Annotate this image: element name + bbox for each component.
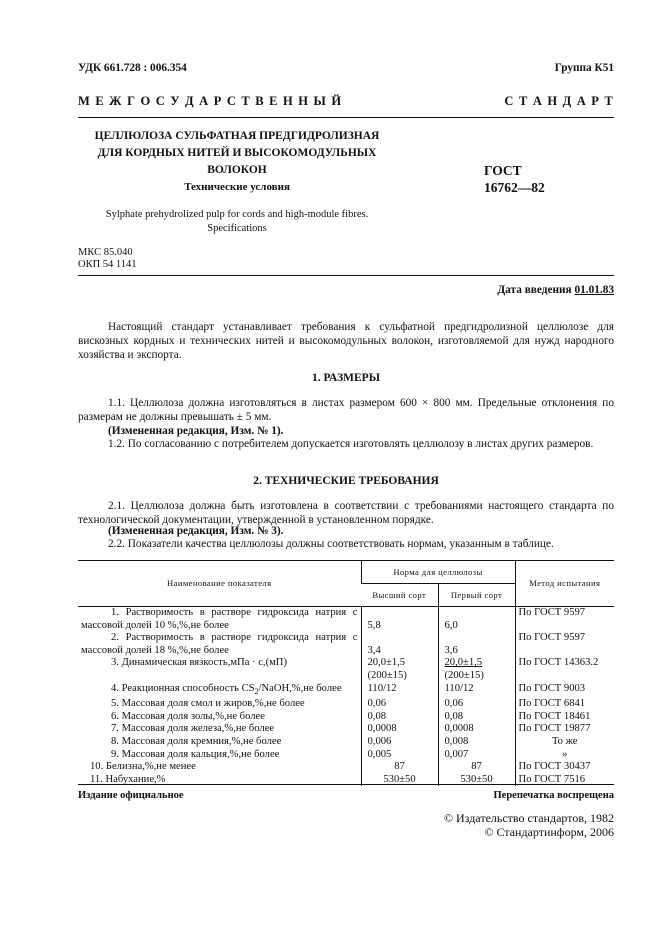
col-header-norm: Норма для целлюлозы — [361, 561, 515, 584]
english-title — [78, 208, 396, 236]
table-row: 7. Массовая доля железа,%,не более 0,0008 0,0008 По ГОСТ 19877 — [78, 723, 614, 736]
intro-date-value: 01.01.83 — [574, 284, 614, 296]
codes-rule — [78, 275, 614, 276]
document-title — [78, 128, 396, 179]
header-rule — [78, 117, 614, 118]
standard-word-2: С Т А Н Д А Р Т — [504, 94, 614, 108]
standard-word-1: М Е Ж Г О С У Д А Р С Т В Е Н Н Ы Й — [78, 94, 343, 108]
okp-code: ОКП 54 1141 — [78, 259, 137, 270]
col-header-first-grade: Первый сорт — [438, 584, 515, 607]
gost-label: ГОСТ — [484, 163, 522, 178]
section-1-p1: 1.1. Целлюлоза должна изготовляться в листах размером 600 × 800 мм. Предельные отклонения по размерам не должны превышать ± 5 мм. — [78, 397, 614, 423]
intro-date — [420, 284, 614, 296]
udk-code: УДК 661.728 : 006.354 — [78, 62, 187, 74]
section-1-p2: 1.2. По согласованию с потребителем допускается изготовлять целлюлозу в листах других размеров. — [108, 438, 594, 450]
table-row: 10. Белизна,%,не менее 87 87 По ГОСТ 30437 — [78, 761, 614, 774]
english-title-line-2: Specifications — [207, 223, 267, 234]
official-edition: Издание официальное — [78, 790, 184, 801]
title-line-1: ЦЕЛЛЮЛОЗА СУЛЬФАТНАЯ ПРЕДГИДРОЛИЗНАЯ — [94, 130, 380, 142]
copyright-block — [360, 811, 614, 839]
col-header-name: Наименование показателя — [78, 561, 361, 607]
classification-codes — [78, 247, 137, 271]
copyright-1: © Издательство стандартов, 1982 — [443, 811, 614, 825]
intro-paragraph: Настоящий стандарт устанавливает требования к сульфатной предгидролизной целлюлозе для вискозных кордных и технических нитей и высокомодульных волокон, изготовляемой для нужд народного хозяйства и экспорта. — [78, 321, 614, 361]
gost-designation — [484, 162, 545, 196]
col-header-method: Метод испытания — [515, 561, 614, 607]
title-line-3: ВОЛОКОН — [207, 164, 267, 176]
copyright-2: © Стандартинформ, 2006 — [484, 825, 614, 839]
english-title-line-1: Sylphate prehydrolized pulp for cords and high-module fibres. — [105, 209, 369, 220]
section-1-note: (Измененная редакция, Изм. № 1). — [108, 425, 284, 437]
table-row: 9. Массовая доля кальция,%,не более 0,005 0,007 » — [78, 749, 614, 762]
section-2-title: 2. ТЕХНИЧЕСКИЕ ТРЕБОВАНИЯ — [253, 475, 439, 487]
intro-date-label: Дата введения — [497, 284, 572, 296]
group-code: Группа К51 — [554, 62, 614, 74]
col-header-top-grade: Высший сорт — [361, 584, 438, 607]
footer-rule — [78, 784, 614, 785]
section-1-title: 1. РАЗМЕРЫ — [312, 372, 380, 384]
table-row: 5. Массовая доля смол и жиров,%,не более 0,06 0,06 По ГОСТ 6841 — [78, 698, 614, 711]
section-2-p1: 2.1. Целлюлоза должна быть изготовлена в соответствии с требованиями настоящего стандарта по технологической документации, утвержденной в установленном порядке. — [78, 500, 614, 526]
gost-number: 16762—82 — [484, 180, 545, 195]
table-row: 11. Набухание,% 530±50 530±50 По ГОСТ 7516 — [78, 774, 614, 787]
table-row: 1. Растворимость в растворе гидроксида натрия с массовой долей 10 %,%,не более 5,8 6,0 По ГОСТ 9597 — [78, 607, 614, 633]
reprint-notice: Перепечатка воспрещена — [493, 790, 614, 801]
quality-table — [78, 561, 614, 786]
title-subtitle: Технические условия — [184, 181, 290, 193]
table-row: 6. Массовая доля золы,%,не более 0,08 0,08 По ГОСТ 18461 — [78, 711, 614, 724]
table-row: 2. Растворимость в растворе гидроксида натрия с массовой долей 18 %,%,не более 3,4 3,6 По ГОСТ 9597 — [78, 632, 614, 657]
table-row: 3. Динамическая вязкость,мПа · с,(мП) 20,0±1,5 (200±15) 20,0±1,5 (200±15) По ГОСТ 14363.2 — [78, 657, 614, 682]
section-2-note: (Измененная редакция, Изм. № 3). — [108, 525, 284, 537]
mks-code: МКС 85.040 — [78, 247, 133, 258]
table-row: 8. Массовая доля кремния,%,не более 0,006 0,008 То же — [78, 736, 614, 749]
section-2-p2: 2.2. Показатели качества целлюлозы должны соответствовать нормам, указанным в таблице. — [108, 538, 554, 550]
title-line-2: ДЛЯ КОРДНЫХ НИТЕЙ И ВЫСОКОМОДУЛЬНЫХ — [97, 147, 377, 159]
table-row: 4. Реакционная способность $CS_2/NaOH,\%,не$ более 110/12 110/12 По ГОСТ 9003 — [78, 683, 614, 699]
